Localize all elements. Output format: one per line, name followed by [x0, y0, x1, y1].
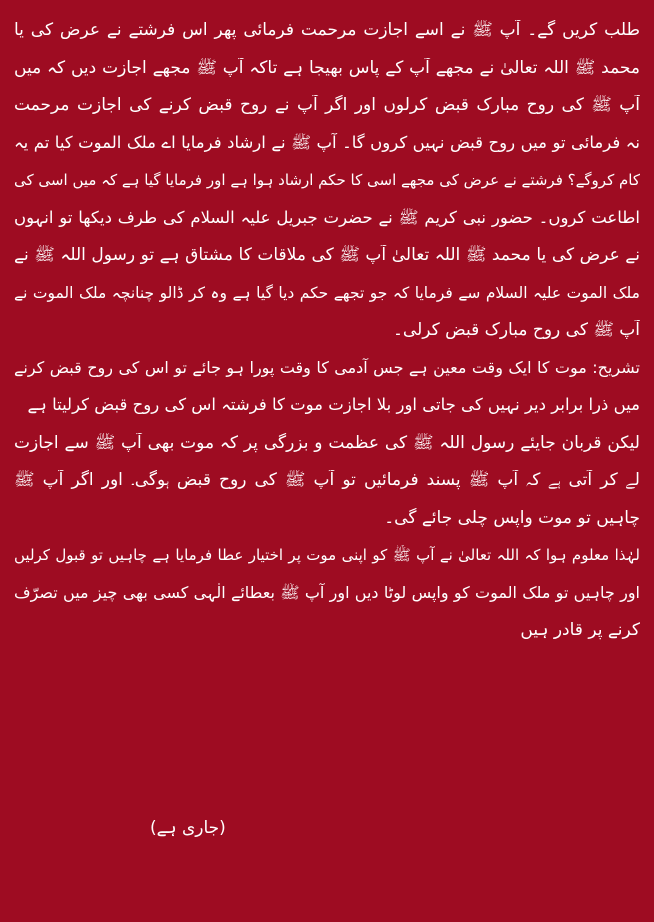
text-line: اور چاہیں تو ملک الموت کو واپس لوٹا دیں اور آپ ﷺ بعطائے الٰہی کسی بھی چیز میں تصرّف — [14, 582, 640, 602]
text-line: کام کروگے؟ فرشتے نے عرض کی مجھے اسی کا حکم ارشاد ہوا ہے اور فرمایا گیا ہے کہ میں اسی کی — [14, 171, 640, 189]
text-line: نہ فرمائی تو میں روح قبض نہیں کروں گا۔ آپ ﷺ نے ارشاد فرمایا اے ملک الموت کیا تم یہ — [14, 132, 640, 152]
text-line: لے کر آتی ہے کہ آپ ﷺ پسند فرمائیں تو آپ ﷺ کی روح قبض ہوگی۔ اور اگر آپ ﷺ — [14, 470, 640, 490]
text-line: طلب کریں گے۔ آپ ﷺ نے اسے اجازت مرحمت فرمائی پھر اس فرشتے نے عرض کی یا — [14, 20, 640, 40]
text-line: ملک الموت علیہ السلام سے فرمایا کہ جو تجھے حکم دیا گیا ہے وہ کر ڈالو چنانچہ ملک الموت نے — [14, 283, 640, 302]
text-line: اطاعت کروں۔ حضور نبی کریم ﷺ نے حضرت جبریل علیہ السلام کی طرف دیکھا تو انہوں — [14, 207, 640, 227]
text-line: آپ ﷺ کی روح مبارک قبض کرلوں اور اگر آپ نے روح قبض کرنے کی اجازت مرحمت — [14, 95, 640, 115]
continued-label: (جاری ہے) — [150, 818, 226, 838]
text-line: نے عرض کی یا محمد ﷺ اللہ تعالیٰ آپ ﷺ کی ملاقات کا مشتاق ہے تو رسول اللہ ﷺ نے — [14, 245, 640, 265]
text-line: کرنے پر قادر ہیں — [520, 620, 640, 640]
text-line: محمد ﷺ اللہ تعالیٰ نے مجھے آپ کے پاس بھیجا ہے تاکہ آپ ﷺ مجھے اجازت دیں کہ میں — [14, 57, 640, 78]
text-line: لیکن قربان جایئے رسول اللہ ﷺ کی عظمت و بزرگی پر کہ موت بھی آپ ﷺ سے اجازت — [14, 432, 640, 453]
text-line: لہٰذا معلوم ہوا کہ اللہ تعالیٰ نے آپ ﷺ کو اپنی موت پر اختیار عطا فرمایا ہے چاہیں تو قبول کرلیں — [14, 546, 640, 564]
text-line: میں ذرا برابر دیر نہیں کی جاتی اور بلا اجازت موت کا فرشتہ اس کی روح قبض کرلیتا ہے — [27, 395, 640, 414]
text-line: تشریح: موت کا ایک وقت معین ہے جس آدمی کا وقت پورا ہو جائے تو اس کی روح قبض کرنے — [14, 357, 640, 377]
text-line: چاہیں تو موت واپس چلی جائے گی۔ — [384, 507, 640, 528]
text-line: آپ ﷺ کی روح مبارک قبض کرلی۔ — [392, 320, 640, 340]
